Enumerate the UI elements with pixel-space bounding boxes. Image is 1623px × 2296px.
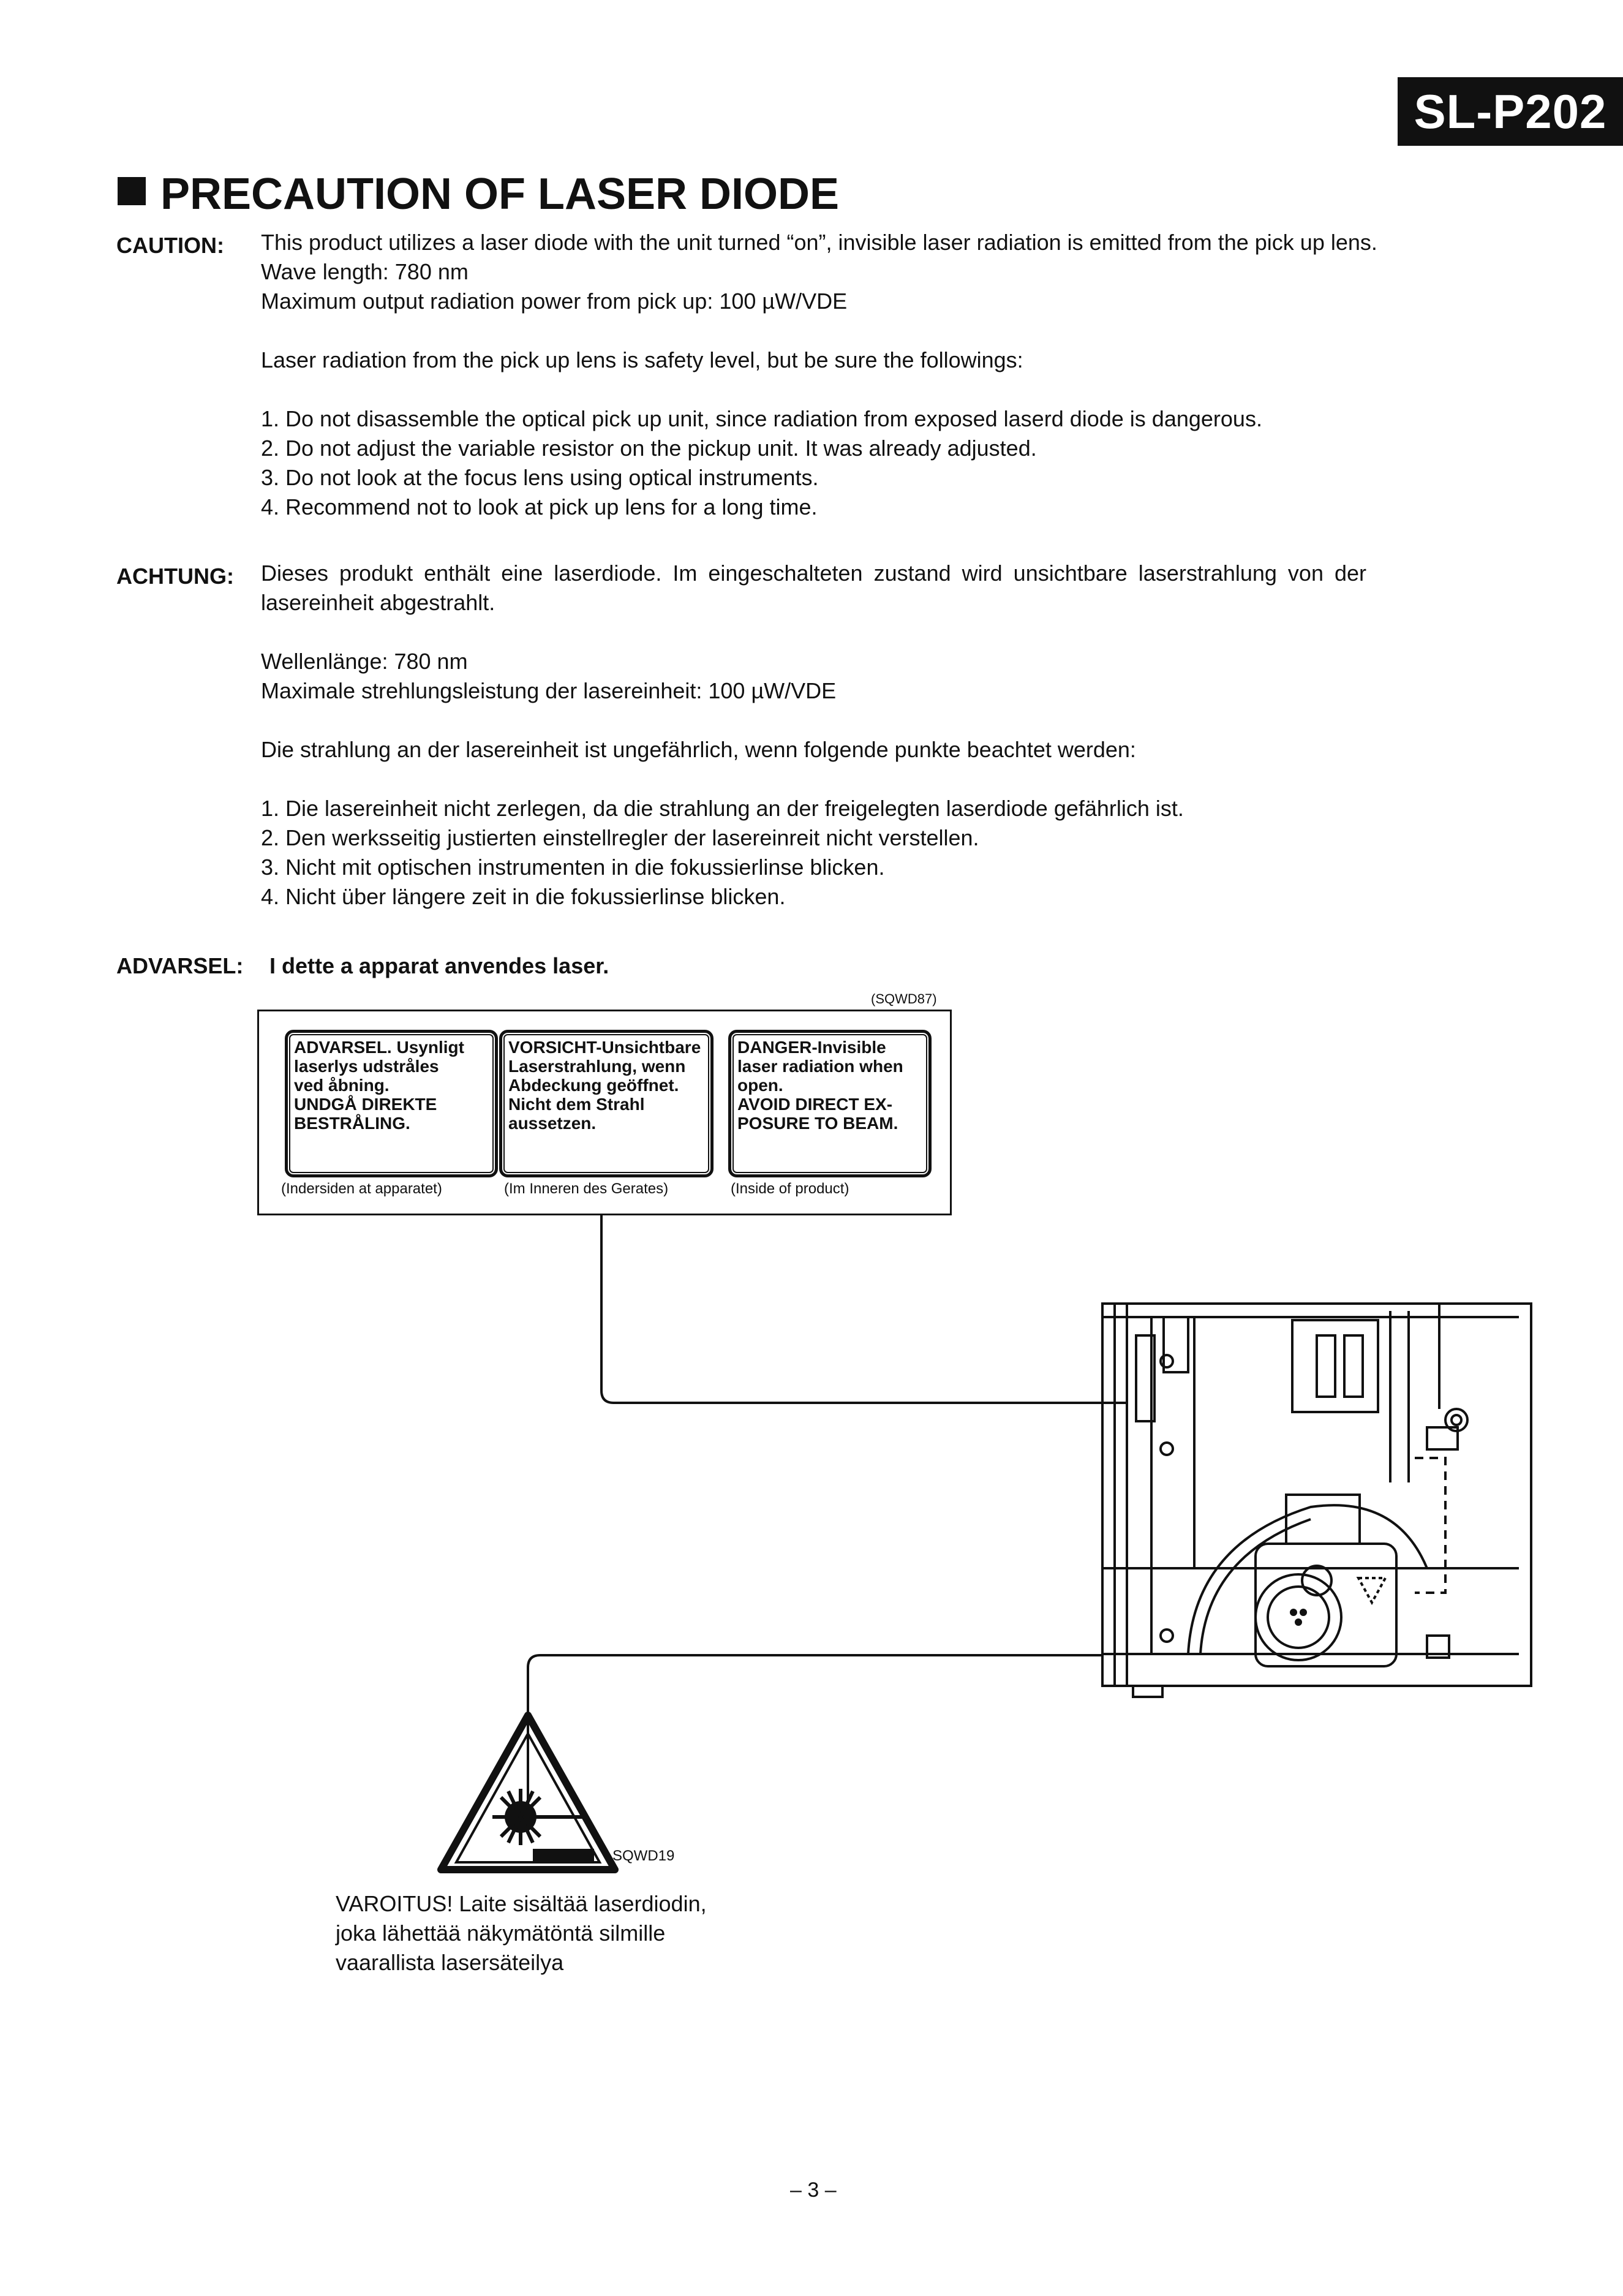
caution-wavelength: Wave length: 780 nm (261, 259, 469, 284)
label-line: DANGER-Invisible (737, 1038, 886, 1057)
label-line: Laserstrahlung, wenn (508, 1057, 686, 1076)
laser-symbol-code: SQWD19 (612, 1848, 675, 1864)
label-line: aussetzen. (508, 1114, 597, 1133)
list-item: 4. Recommend not to look at pick up lens for a long time. (261, 494, 818, 519)
caption-english: (Inside of product) (731, 1180, 849, 1197)
finnish-line: vaarallista lasersäteilya (336, 1950, 564, 1975)
list-item: 3. Nicht mit optischen instrumenten in die fokussierlinse blicken. (261, 855, 885, 880)
label-line: VORSICHT-Unsichtbare (508, 1038, 701, 1057)
page-number: – 3 – (790, 2178, 837, 2202)
achtung-intro-2: lasereinheit abgestrahlt. (261, 590, 495, 615)
caption-german: (Im Inneren des Gerates) (504, 1180, 669, 1197)
label-line: Nicht dem Strahl (508, 1095, 645, 1114)
achtung-intro-1: Dieses produkt enthält eine laserdiode. Im eingeschalteten zustand wird unsichtbare laserstrahlung von der (261, 561, 1366, 586)
caution-safety: Laser radiation from the pick up lens is safety level, but be sure the followings: (261, 347, 1023, 372)
list-item: 1. Die lasereinheit nicht zerlegen, da die strahlung an der freigelegten laserdiode gefährlich ist. (261, 796, 1184, 821)
leader-line-bottom (528, 1655, 1102, 1815)
finnish-line: joka lähettää näkymätöntä silmille (336, 1920, 666, 1946)
leader-line-top (601, 1214, 1126, 1403)
label-line: laser radiation when (737, 1057, 903, 1076)
list-item: 2. Do not adjust the variable resistor on the pickup unit. It was already adjusted. (261, 436, 1037, 461)
list-item: 4. Nicht über längere zeit in die fokussierlinse blicken. (261, 884, 786, 909)
advarsel-text: I dette a apparat anvendes laser. (269, 953, 609, 978)
label-line: BESTRÅLING. (294, 1114, 410, 1133)
advarsel-label: ADVARSEL: (116, 953, 244, 978)
achtung-safety: Die strahlung an der lasereinheit ist ungefährlich, wenn folgende punkte beachtet werden: (261, 737, 1136, 762)
finnish-warning (336, 1889, 707, 1977)
label-line: ved åbning. (294, 1076, 390, 1095)
list-item: 1. Do not disassemble the optical pick up unit, since radiation from exposed laserd diode is dangerous. (261, 406, 1262, 431)
caution-label: CAUTION: (116, 233, 224, 258)
label-line: AVOID DIRECT EX- (737, 1095, 893, 1114)
label-line: UNDGÅ DIREKTE (294, 1095, 437, 1114)
label-line: Abdeckung geöffnet. (508, 1076, 679, 1095)
label-line: ADVARSEL. Usynligt (294, 1038, 464, 1057)
label-line: laserlys udstråles (294, 1057, 439, 1076)
label-line: POSURE TO BEAM. (737, 1114, 898, 1133)
finnish-line: VAROITUS! Laite sisältää laserdiodin, (336, 1891, 707, 1916)
pickup-mechanism-drawing (1102, 1304, 1531, 1697)
model-badge: SL-P202 (1398, 77, 1623, 146)
caption-danish: (Indersiden at apparatet) (281, 1180, 442, 1197)
achtung-wavelength: Wellenlänge: 780 nm (261, 649, 468, 674)
caution-intro: This product utilizes a laser diode with the unit turned “on”, invisible laser radiation is emitted from the pick up lens. (261, 230, 1377, 255)
achtung-power: Maximale strehlungsleistung der lasereinheit: 100 µW/VDE (261, 678, 837, 703)
list-item: 3. Do not look at the focus lens using optical instruments. (261, 465, 819, 490)
label-line: open. (737, 1076, 783, 1095)
page-title-text: PRECAUTION OF LASER DIODE (160, 170, 840, 219)
label-panel-code: (SQWD87) (871, 991, 937, 1006)
caution-power: Maximum output radiation power from pick up: 100 µW/VDE (261, 289, 848, 314)
achtung-label: ACHTUNG: (116, 564, 234, 589)
list-item: 2. Den werksseitig justierten einstellregler der lasereinreit nicht verstellen. (261, 825, 979, 850)
